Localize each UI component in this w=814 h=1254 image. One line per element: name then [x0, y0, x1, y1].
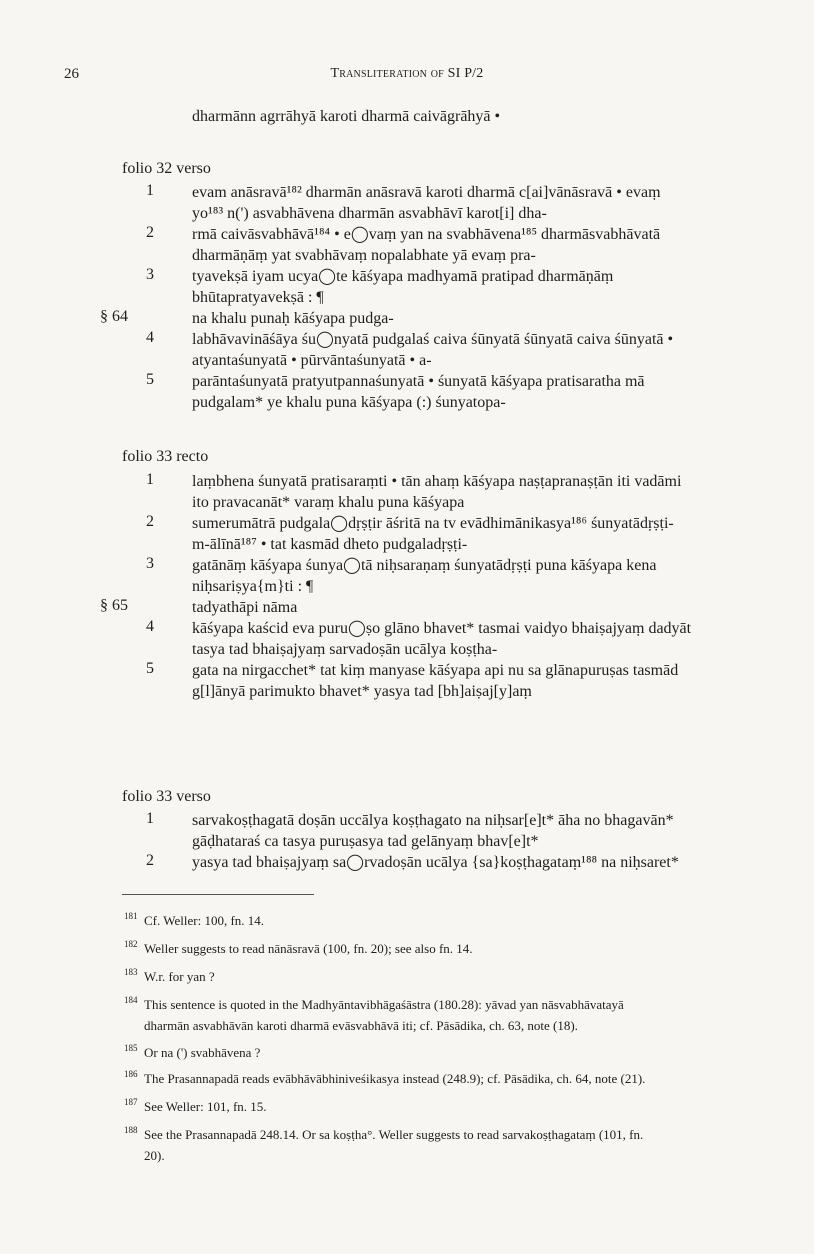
- footnote-text: The Prasannapadā reads evābhāvābhiniveśikasya instead (248.9); cf. Pāsādika, ch. 64, note (21).: [144, 1071, 646, 1086]
- line-text: gatānāṃ kāśyapa śunya◯tā niḥsaraṇaṃ śunyatādṛṣṭi puna kāśyapa kena: [192, 557, 657, 574]
- footnote-number: 187: [124, 1097, 138, 1107]
- footnote-text: W.r. for yan ?: [144, 969, 215, 984]
- footnote-182: [124, 938, 754, 959]
- line-number: 1: [146, 471, 154, 488]
- line-number: 1: [146, 810, 154, 827]
- section-marker-65: § 65: [100, 597, 128, 614]
- line-text: tadyathāpi nāma: [192, 599, 298, 616]
- verse-line-5: [192, 660, 760, 702]
- line-text: sarvakoṣṭhagatā doṣān uccālya koṣṭhagato na niḥsar[e]t* āha no bhagavān*: [192, 812, 674, 829]
- footnote-number: 186: [124, 1069, 138, 1079]
- intro-line: dharmānn agrrāhyā karoti dharmā caivāgrāhyā •: [192, 108, 501, 125]
- line-text: yo¹⁸³ n(') asvabhāvena dharmān asvabhāvī karot[i] dha-: [192, 205, 547, 222]
- footnote-181: [124, 910, 754, 931]
- footnote-number: 183: [124, 967, 138, 977]
- verse-line-5: [192, 371, 760, 413]
- verse-line-1: [192, 471, 760, 513]
- line-text: niḥsariṣya{m}ti : ¶: [192, 578, 314, 595]
- line-text: g[l]ānyā parimukto bhavet* yasya tad [bh]aiṣaj[y]aṃ: [192, 683, 532, 700]
- line-number: 4: [146, 618, 154, 635]
- footnote-text: Weller suggests to read nānāsravā (100, fn. 20); see also fn. 14.: [144, 941, 473, 956]
- footnote-text: Or na (') svabhāvena ?: [144, 1045, 261, 1060]
- footnote-185: [124, 1042, 754, 1063]
- line-text: bhūtapratyavekṣā : ¶: [192, 289, 324, 306]
- line-text: evam anāsravā¹⁸² dharmān anāsravā karoti dharmā c[ai]vānāsravā • evaṃ: [192, 184, 661, 201]
- folio-33v-heading: folio 33 verso: [122, 788, 211, 805]
- line-number: 4: [146, 329, 154, 346]
- folio-33r-heading: folio 33 recto: [122, 448, 209, 465]
- footnote-text: dharmān asvabhāvān karoti dharmā evāsvabhāvā iti; cf. Pāsādika, ch. 63, note (18).: [144, 1018, 578, 1033]
- running-head: Transliteration of SI P/2: [330, 66, 484, 81]
- verse-line-3: [192, 266, 760, 329]
- line-number: 5: [146, 660, 154, 677]
- line-text: pudgalam* ye khalu puna kāśyapa (:) śunyatopa-: [192, 394, 506, 411]
- footnote-184: [124, 994, 754, 1036]
- footnote-rule: [122, 894, 314, 895]
- footnote-188: [124, 1124, 762, 1166]
- line-text: labhāvavināśāya śu◯nyatā pudgalaś caiva śūnyatā śūnyatā caiva śūnyatā •: [192, 331, 674, 348]
- section-marker-64: § 64: [100, 308, 128, 325]
- verse-line-4: [192, 618, 760, 660]
- footnote-text: See Weller: 101, fn. 15.: [144, 1099, 267, 1114]
- footnote-text: 20).: [144, 1148, 165, 1163]
- footnote-187: [124, 1096, 754, 1117]
- line-text: rmā caivāsvabhāvā¹⁸⁴ • e◯vaṃ yan na svabhāvena¹⁸⁵ dharmāsvabhāvatā: [192, 226, 661, 243]
- line-text: laṃbhena śunyatā pratisaraṃti • tān ahaṃ kāśyapa naṣṭapranaṣṭān iti vadāmi: [192, 473, 682, 490]
- verse-line-3: [192, 555, 760, 618]
- footnote-number: 181: [124, 911, 138, 921]
- line-number: 2: [146, 224, 154, 241]
- line-text: atyantaśunyatā • pūrvāntaśunyatā • a-: [192, 352, 432, 369]
- line-text: kāśyapa kaścid eva puru◯ṣo glāno bhavet* tasmai vaidyo bhaiṣajyaṃ dadyāt: [192, 620, 692, 637]
- verse-line-1: [192, 810, 760, 852]
- line-text: gāḍhataraś ca tasya puruṣasya tad gelānyaṃ bhav[e]t*: [192, 833, 539, 850]
- line-text: sumerumātrā pudgala◯dṛṣṭir āśritā na tv evādhimānikasya¹⁸⁶ śunyatādṛṣṭi-: [192, 515, 674, 532]
- page-number: 26: [64, 66, 79, 82]
- line-text: parāntaśunyatā pratyutpannaśunyatā • śunyatā kāśyapa pratisaratha mā: [192, 373, 645, 390]
- line-text: gata na nirgacchet* tat kiṃ manyase kāśyapa api nu sa glānapuruṣas tasmād: [192, 662, 679, 679]
- footnote-text: This sentence is quoted in the Madhyāntavibhāgaśāstra (180.28): yāvad yan nāsvabhāvatayā: [144, 997, 624, 1012]
- line-number: 1: [146, 182, 154, 199]
- line-text: ito pravacanāt* varaṃ khalu puna kāśyapa: [192, 494, 465, 511]
- footnote-186: [124, 1068, 762, 1089]
- line-number: 2: [146, 513, 154, 530]
- footnote-number: 182: [124, 939, 138, 949]
- verse-line-2: [192, 852, 760, 873]
- line-text: tasya tad bhaiṣajyaṃ sarvadoṣān ucālya koṣṭha-: [192, 641, 498, 658]
- line-text: tyavekṣā iyam ucya◯te kāśyapa madhyamā pratipad dharmāṇāṃ: [192, 268, 614, 285]
- footnote-text: Cf. Weller: 100, fn. 14.: [144, 913, 265, 928]
- verse-line-4: [192, 329, 760, 371]
- verse-line-2: [192, 224, 760, 266]
- line-text: m-ālīnā¹⁸⁷ • tat kasmād dheto pudgaladṛṣṭi-: [192, 536, 468, 553]
- folio-32v-heading: folio 32 verso: [122, 160, 211, 177]
- footnote-number: 185: [124, 1043, 138, 1053]
- verse-line-2: [192, 513, 760, 555]
- footnote-183: [124, 966, 754, 987]
- line-number: 3: [146, 555, 154, 572]
- line-text: dharmāṇāṃ yat svabhāvaṃ nopalabhate yā evaṃ pra-: [192, 247, 536, 264]
- line-number: 5: [146, 371, 154, 388]
- footnote-number: 184: [124, 995, 138, 1005]
- verse-line-1: [192, 182, 760, 224]
- line-number: 2: [146, 852, 154, 869]
- line-text: yasya tad bhaiṣajyaṃ sa◯rvadoṣān ucālya {sa}koṣṭhagataṃ¹⁸⁸ na niḥsaret*: [192, 854, 679, 871]
- footnote-number: 188: [124, 1125, 138, 1135]
- line-number: 3: [146, 266, 154, 283]
- footnote-text: See the Prasannapadā 248.14. Or sa koṣṭha°. Weller suggests to read sarvakoṣṭhagataṃ (101, fn.: [144, 1127, 644, 1142]
- line-text: na khalu punaḥ kāśyapa pudga-: [192, 310, 394, 327]
